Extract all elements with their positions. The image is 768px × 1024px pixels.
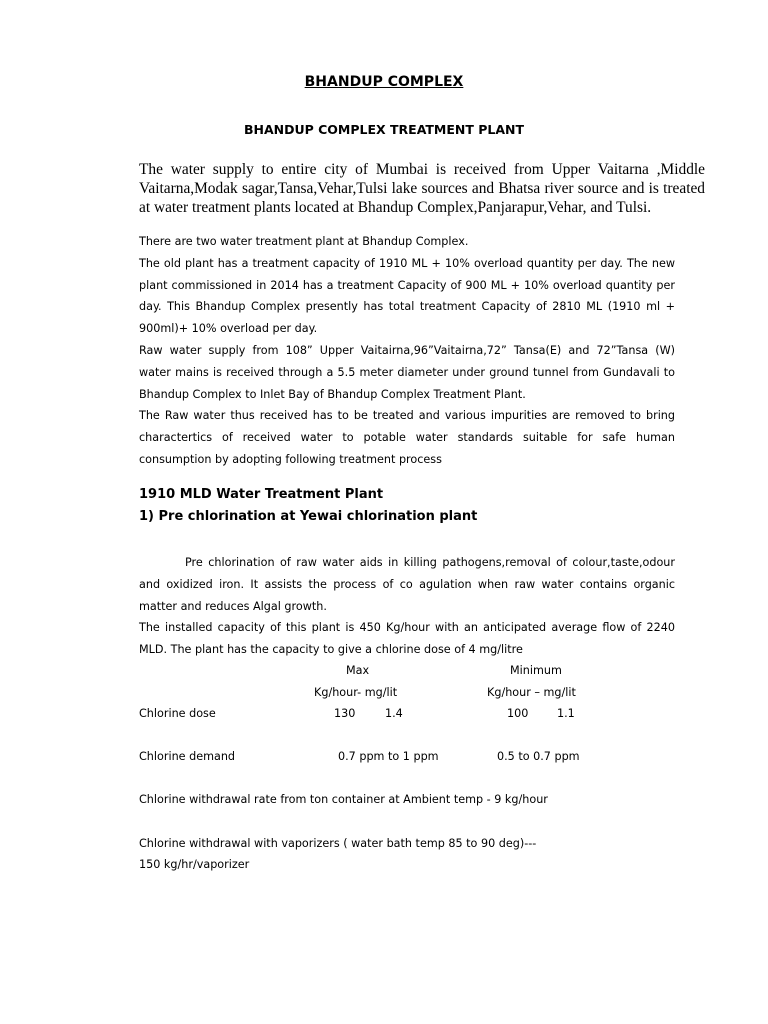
table-units-min: Kg/hour – mg/lit bbox=[487, 686, 576, 699]
sub-heading: 1) Pre chlorination at Yewai chlorination plant bbox=[139, 509, 478, 524]
dose-max-mg: 1.4 bbox=[385, 707, 403, 720]
demand-max: 0.7 ppm to 1 ppm bbox=[338, 750, 439, 763]
vaporizer-rate: 150 kg/hr/vaporizer bbox=[139, 858, 250, 871]
paragraph: The Raw water thus received has to be treated and various impurities are removed to bring charactertics of received water to potable water standards suitable for safe human consumption by adopting following treatment process bbox=[139, 409, 675, 466]
paragraph: The old plant has a treatment capacity of 1910 ML + 10% overload quantity per day. The new plant commissioned in 2014 has a treatment Capacity of 900 ML + 10% overload quantity per day. This Bhandup Complex presently has total treatment Capacity of 2810 ML (1910 ml + 900ml)+ 10% overload per day. bbox=[139, 256, 675, 336]
prechlorination-body bbox=[139, 552, 675, 661]
paragraph: There are two water treatment plant at Bhandup Complex. bbox=[139, 235, 469, 248]
intro-paragraph: The water supply to entire city of Mumbai is received from Upper Vaitarna ,Middle Vaitarna,Modak sagar,Tansa,Vehar,Tulsi lake sources and Bhatsa river source and is treated at water treatment plants located at Bhandup Complex,Panjarapur,Vehar, and Tulsi. bbox=[139, 161, 705, 216]
dose-max-kg: 130 bbox=[334, 707, 356, 720]
demand-min: 0.5 to 0.7 ppm bbox=[497, 750, 580, 763]
paragraph: Pre chlorination of raw water aids in killing pathogens,removal of colour,taste,odour and oxidized iron. It assists the process of co agulation when raw water contains organic matter and reduces Algal growth. bbox=[139, 556, 675, 613]
paragraph: The installed capacity of this plant is 450 Kg/hour with an anticipated average flow of 2240 MLD. The plant has the capacity to give a chlorine dose of 4 mg/litre bbox=[139, 621, 675, 657]
chlorine-demand-label: Chlorine demand bbox=[139, 750, 236, 763]
section-heading: 1910 MLD Water Treatment Plant bbox=[139, 487, 384, 502]
table-header-min: Minimum bbox=[510, 664, 562, 677]
withdrawal-vaporizer: Chlorine withdrawal with vaporizers ( water bath temp 85 to 90 deg)--- bbox=[139, 837, 537, 850]
chlorine-dose-label: Chlorine dose bbox=[139, 707, 216, 720]
dose-min-mg: 1.1 bbox=[557, 707, 575, 720]
table-units-max: Kg/hour- mg/lit bbox=[314, 686, 398, 699]
document-title: BHANDUP COMPLEX bbox=[304, 74, 464, 90]
withdrawal-ambient: Chlorine withdrawal rate from ton container at Ambient temp - 9 kg/hour bbox=[139, 793, 548, 806]
table-header-max: Max bbox=[346, 664, 370, 677]
dose-min-kg: 100 bbox=[507, 707, 529, 720]
document-subtitle: BHANDUP COMPLEX TREATMENT PLANT bbox=[243, 122, 525, 137]
paragraph: Raw water supply from 108” Upper Vaitairna,96”Vaitairna,72” Tansa(E) and 72”Tansa (W) water mains is received through a 5.5 meter diameter under ground tunnel from Gundavali to Bhandup Complex to Inlet Bay of Bhandup Complex Treatment Plant. bbox=[139, 343, 675, 401]
intro-body bbox=[139, 231, 675, 471]
